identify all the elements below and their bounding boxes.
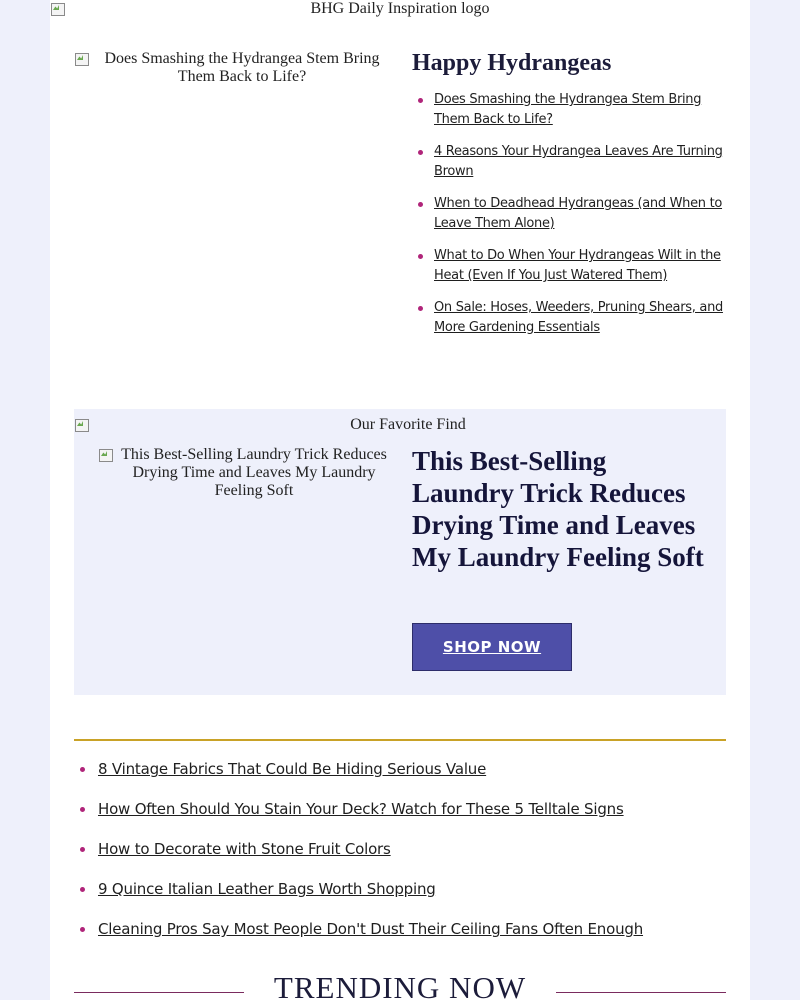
hydrangea-link-list [412,90,732,350]
laundry-product-image-alt: This Best-Selling Laundry Trick Reduces Drying Time and Leaves My Laundry Feeling Soft [121,446,387,499]
article-link[interactable]: On Sale: Hoses, Weeders, Pruning Shears, and More Gardening Essentials [434,300,723,335]
article-link[interactable]: What to Do When Your Hydrangeas Wilt in the Heat (Even If You Just Watered Them) [434,248,721,283]
list-item [412,298,732,338]
shop-now-button[interactable]: SHOP NOW [412,623,572,671]
hydrangea-hero-image[interactable] [74,50,388,86]
article-link[interactable]: How to Decorate with Stone Fruit Colors [98,840,391,858]
logo[interactable] [50,0,750,18]
list-item [74,757,726,797]
list-item [74,837,726,877]
trending-rule-right [556,992,726,993]
article-link[interactable]: Cleaning Pros Say Most People Don't Dust Their Ceiling Fans Often Enough [98,920,644,938]
trending-now-title: TRENDING NOW [273,970,527,1000]
list-item [74,877,726,917]
section-title-happy-hydrangeas: Happy Hydrangeas [412,50,612,76]
favorite-find-header-alt: Our Favorite Find [350,416,466,433]
article-link[interactable]: 8 Vintage Fabrics That Could Be Hiding Serious Value [98,760,487,778]
article-link[interactable]: 4 Reasons Your Hydrangea Leaves Are Turning Brown [434,144,723,179]
section-divider [74,739,726,741]
article-link[interactable]: How Often Should You Stain Your Deck? Watch for These 5 Telltale Signs [98,800,624,818]
list-item [74,797,726,837]
article-link[interactable]: 9 Quince Italian Leather Bags Worth Shopping [98,880,436,898]
list-item [412,142,732,182]
email-body [50,0,750,1000]
list-item [412,194,732,234]
article-link[interactable]: When to Deadhead Hydrangeas (and When to Leave Them Alone) [434,196,723,231]
broken-image-icon [98,447,114,463]
laundry-headline[interactable]: This Best-Selling Laundry Trick Reduces Drying Time and Leaves My Laundry Feeling Soft [412,446,704,572]
laundry-product-image[interactable] [98,446,388,500]
broken-image-icon [74,51,90,67]
favorite-find-header-image [74,416,726,434]
logo-alt-text: BHG Daily Inspiration logo [310,0,490,17]
favorite-find-box [74,409,726,695]
trending-now-heading [74,968,726,1000]
list-item [412,90,732,130]
list-item [412,246,732,286]
article-link[interactable]: Does Smashing the Hydrangea Stem Bring Them Back to Life? [434,92,702,127]
hydrangea-hero-image-alt: Does Smashing the Hydrangea Stem Bring Them Back to Life? [104,50,380,85]
list-item [74,917,726,957]
more-articles-list [74,757,726,957]
